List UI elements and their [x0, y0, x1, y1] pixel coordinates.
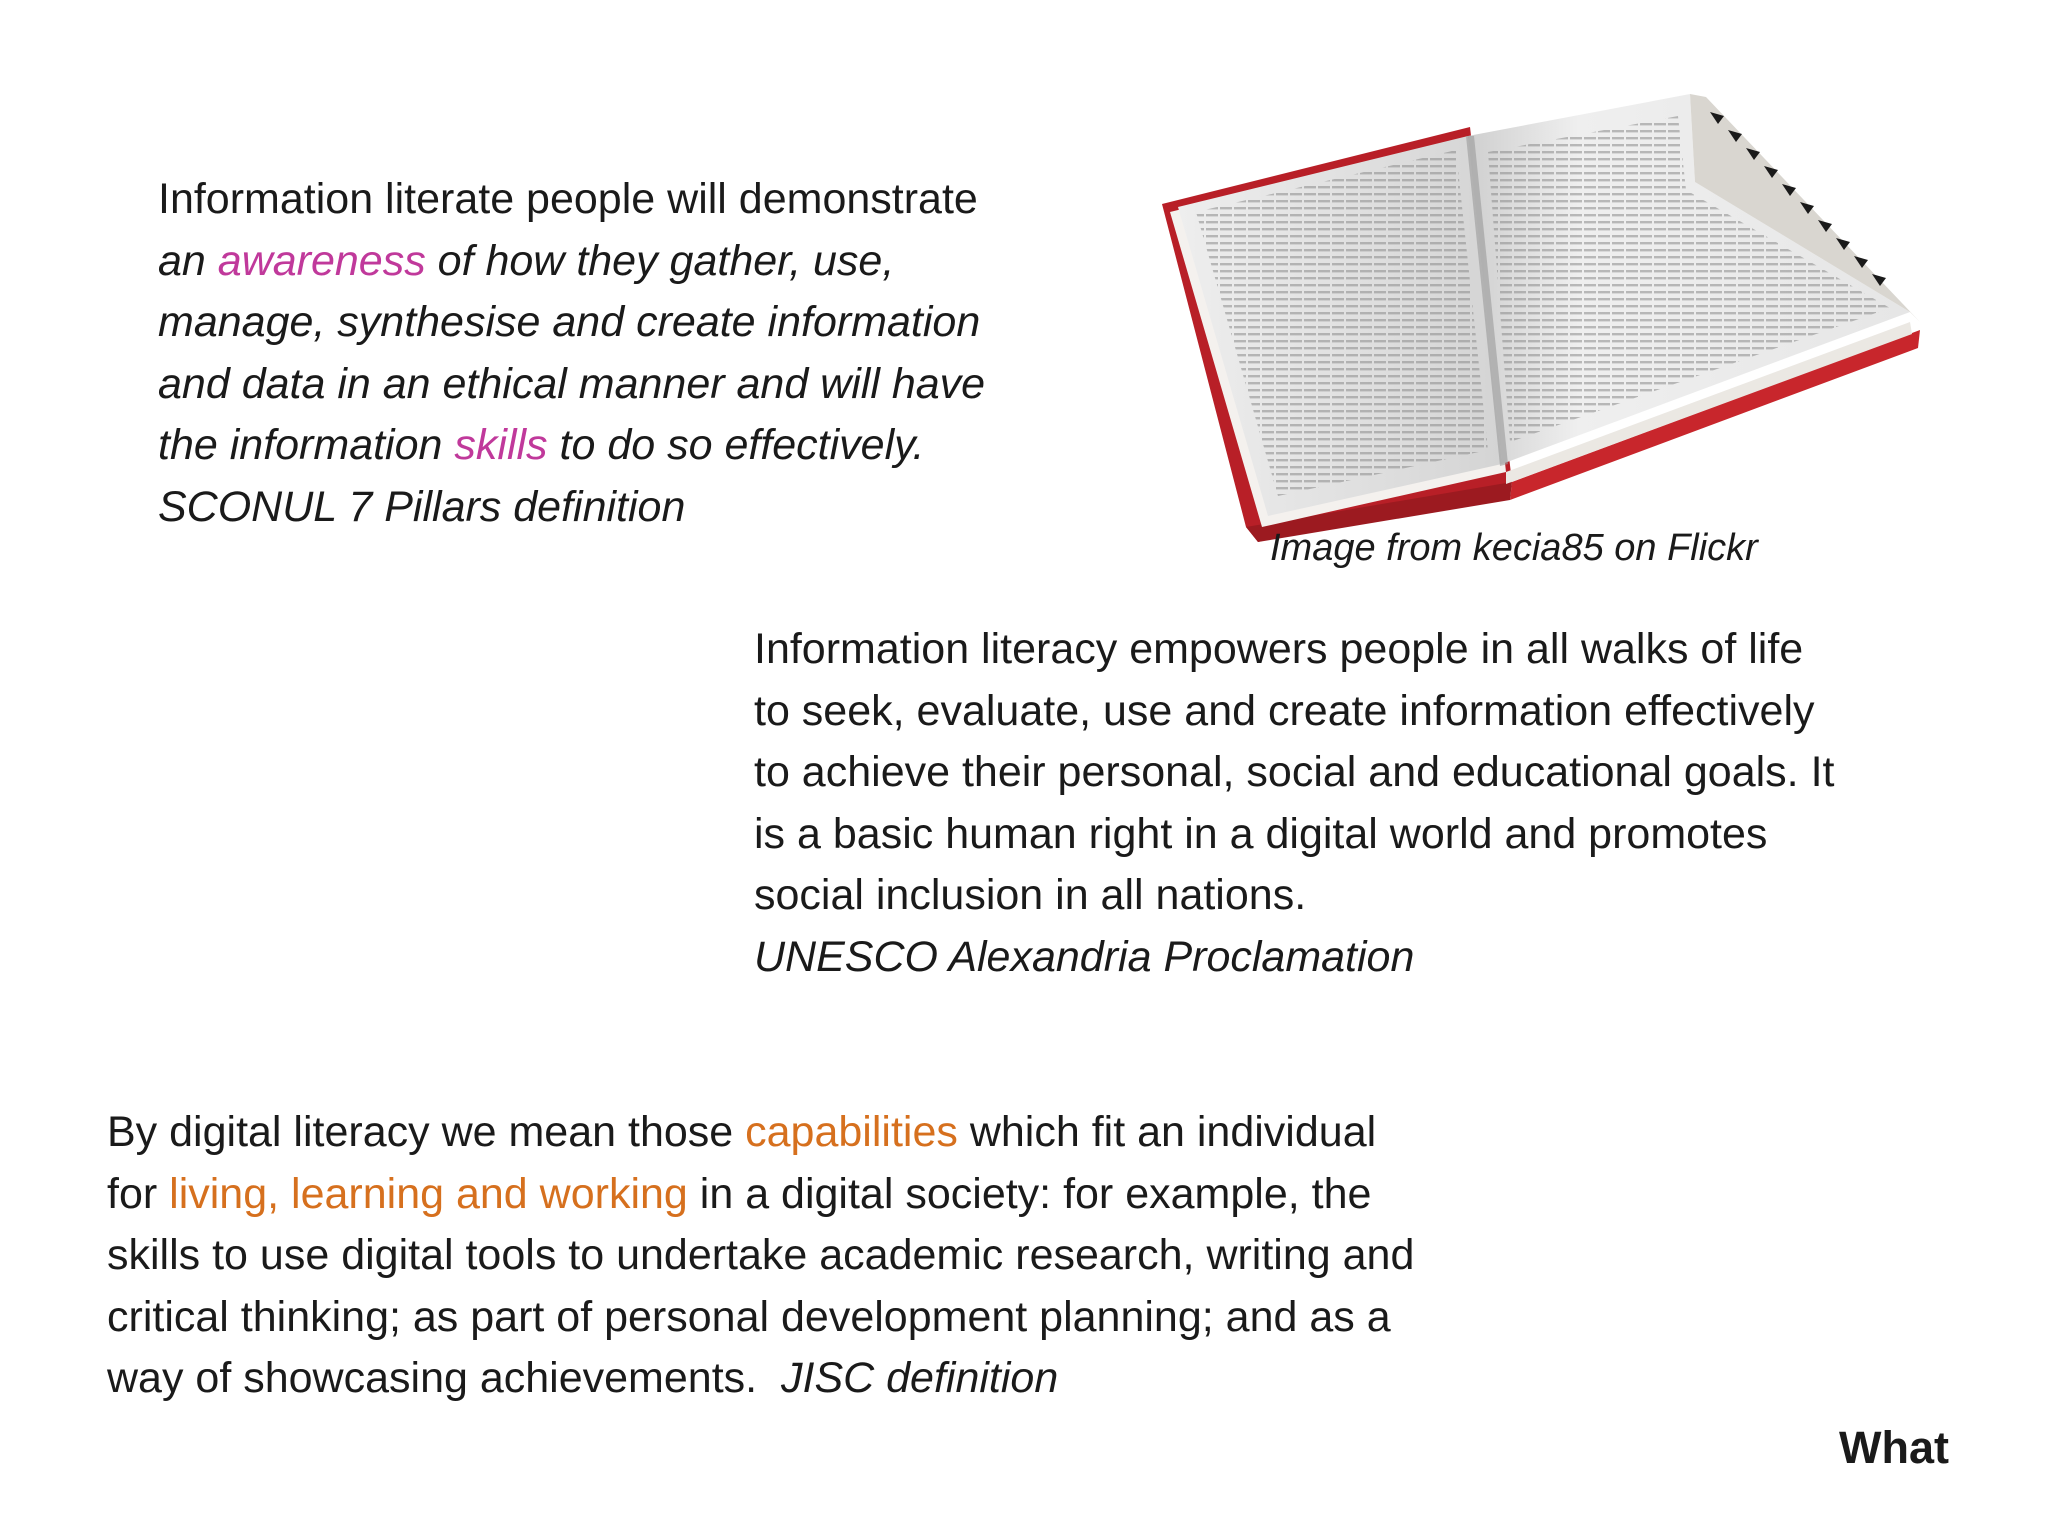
skills-highlight: skills: [454, 421, 548, 469]
unesco-line-4: is a basic human right in a digital world and promotes: [754, 809, 1768, 858]
unesco-line-2: to seek, evaluate, use and create information effectively: [754, 686, 1815, 735]
jisc-line-3: skills to use digital tools to undertake academic research, writing and: [107, 1231, 1415, 1279]
unesco-definition: [754, 619, 1984, 988]
open-dictionary-book-icon: [1150, 72, 1930, 552]
jisc-line-2: for living, learning and working in a digital society: for example, the: [107, 1169, 1372, 1218]
sconul-definition: [158, 169, 1098, 538]
unesco-line-1: Information literacy empowers people in all walks of life: [754, 625, 1804, 673]
sconul-line-2: an awareness of how they gather, use,: [158, 236, 895, 285]
unesco-source: UNESCO Alexandria Proclamation: [754, 932, 1415, 981]
sconul-source: SCONUL 7 Pillars definition: [158, 482, 686, 531]
jisc-line-1: By digital literacy we mean those capabilities which fit an individual: [107, 1108, 1377, 1156]
jisc-line-5: way of showcasing achievements. JISC definition: [107, 1354, 1059, 1402]
image-caption: Image from kecia85 on Flickr: [1270, 527, 1758, 569]
jisc-definition: [107, 1102, 1607, 1410]
sconul-line-3: manage, synthesise and create information: [158, 298, 981, 346]
sconul-line-4: and data in an ethical manner and will have: [158, 359, 986, 408]
sconul-line-1: Information literate people will demonstrate: [158, 175, 978, 223]
capabilities-highlight: capabilities: [745, 1108, 958, 1156]
jisc-source: JISC definition: [781, 1354, 1059, 1402]
sconul-line-5: the information skills to do so effectively.: [158, 421, 925, 469]
living-learning-working-highlight: living, learning and working: [169, 1169, 688, 1218]
unesco-line-5: social inclusion in all nations.: [754, 871, 1307, 919]
awareness-highlight: awareness: [217, 236, 426, 285]
footer-label: What: [1839, 1422, 1949, 1473]
unesco-line-3: to achieve their personal, social and educational goals. It: [754, 748, 1835, 796]
jisc-line-4: critical thinking; as part of personal development planning; and as a: [107, 1292, 1391, 1341]
